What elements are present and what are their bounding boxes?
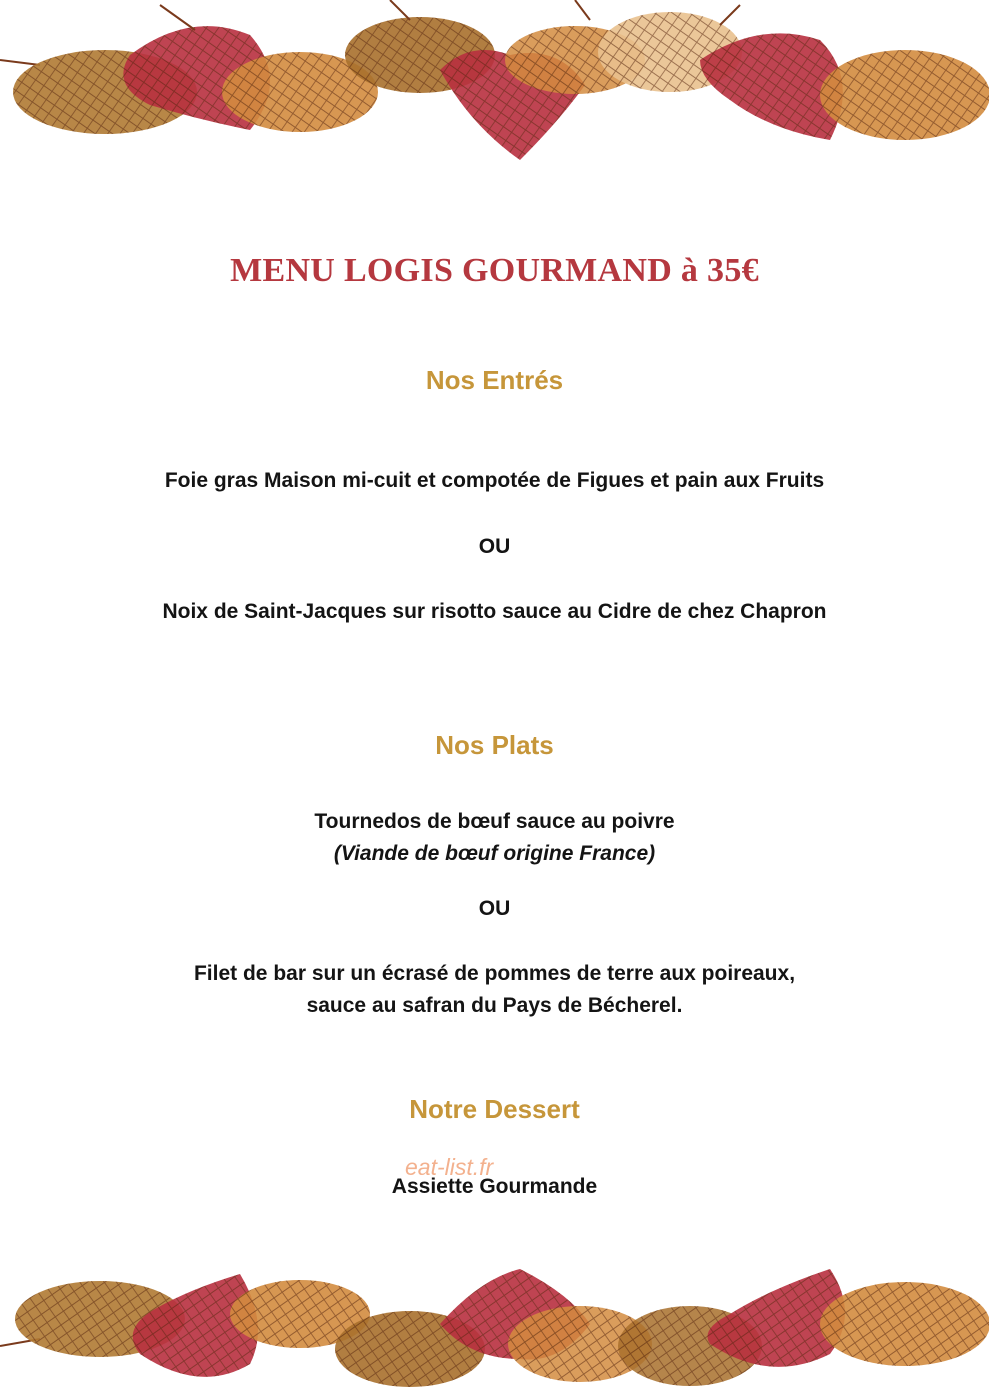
section-heading-entrees: Nos Entrés bbox=[425, 365, 564, 395]
plat-option-1: Tournedos de bœuf sauce au poivre bbox=[314, 810, 675, 833]
plat-option-2-line-2: sauce au safran du Pays de Bécherel. bbox=[306, 994, 683, 1017]
watermark: eat-list.fr bbox=[405, 1154, 494, 1180]
leaf-group-bottom bbox=[0, 1269, 989, 1387]
section-heading-dessert: Notre Dessert bbox=[409, 1094, 580, 1124]
section-heading-plats: Nos Plats bbox=[435, 730, 554, 760]
entree-option-2: Noix de Saint-Jacques sur risotto sauce au Cidre de chez Chapron bbox=[162, 600, 827, 623]
dessert-item: Assiette Gourmande bbox=[391, 1175, 598, 1198]
plat-option-2-line-1: Filet de bar sur un écrasé de pommes de terre aux poireaux, bbox=[193, 962, 796, 985]
top-leaf-border bbox=[0, 0, 989, 175]
menu-title: MENU LOGIS GOURMAND à 35€ bbox=[230, 252, 759, 289]
bottom-leaf-border bbox=[0, 1264, 989, 1399]
plat-or-separator: OU bbox=[478, 897, 511, 920]
entree-option-1: Foie gras Maison mi-cuit et compotée de Figues et pain aux Fruits bbox=[164, 469, 825, 492]
plat-option-1-note: (Viande de bœuf origine France) bbox=[333, 842, 656, 865]
entree-or-separator: OU bbox=[478, 535, 511, 558]
leaf-group-top bbox=[0, 0, 989, 160]
